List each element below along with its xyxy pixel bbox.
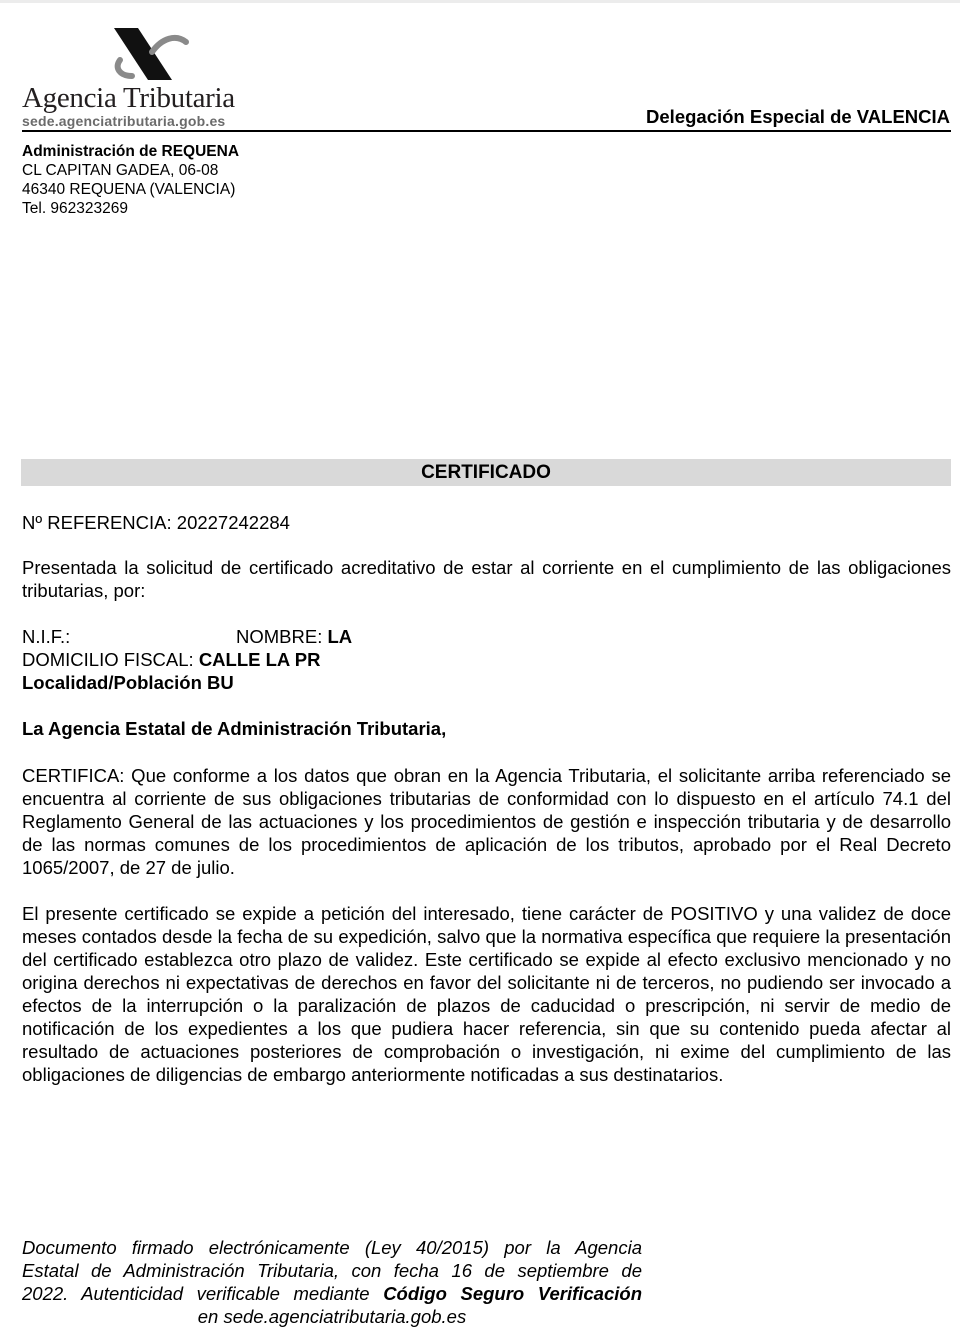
admin-street: CL CAPITAN GADEA, 06-08 — [22, 162, 219, 179]
reference-number: Nº REFERENCIA: 20227242284 — [22, 512, 290, 533]
nombre-value: LA — [327, 626, 353, 647]
header-rule — [22, 130, 951, 132]
certificate-title-bar — [21, 459, 951, 486]
domicilio-label: DOMICILIO FISCAL: — [22, 649, 194, 670]
footer-line-2: Estatal de Administración Tributaria, con fecha 16 de septiembre de — [22, 1260, 642, 1281]
domicilio-value: CALLE LA PR — [198, 649, 321, 670]
delegacion-heading: Delegación Especial de VALENCIA — [646, 106, 950, 127]
admin-name: Administración de REQUENA — [22, 143, 240, 160]
localidad-label: Localidad/Población — [22, 672, 202, 693]
codigo-seguro-verificacion: Código Seguro Verificación — [383, 1283, 642, 1304]
logo-text: Agencia Tributaria — [22, 82, 235, 114]
nif-row — [22, 625, 70, 648]
agencia-tributaria-logo — [22, 28, 272, 132]
agencia-heading: La Agencia Estatal de Administración Tributaria, — [22, 718, 447, 739]
logo-url: sede.agenciatributaria.gob.es — [22, 113, 226, 129]
admin-address-block — [22, 142, 239, 218]
logo-x-icon — [108, 28, 198, 84]
top-border — [0, 0, 960, 3]
footer-line-3 — [22, 1282, 642, 1305]
certificate-title: CERTIFICADO — [421, 462, 551, 483]
footer-line-4: en sede.agenciatributaria.gob.es — [197, 1306, 467, 1327]
nombre-label: NOMBRE: — [236, 626, 323, 647]
localidad-value: BU — [207, 672, 234, 693]
validez-paragraph: El presente certificado se expide a petición del interesado, tiene carácter de POSITIVO y una validez de doce meses contados desde la fecha de su expedición, salvo que la normativa específica que requiere la presentación del certificado establezca otro plazo de validez. Este certificado se expide al efecto exclusivo mencionado y no origina derechos ni expectativas de derechos en favor del solicitante ni de terceros, no pudiendo ser invocado a efectos de la interrupción o la paralización de plazos de caducidad o prescripción, ni servir de medio de notificación de los expedientes a los que pudiera hacer referencia, sin que su contenido pueda afectar al resultado de actuaciones posteriores de comprobación o investigación, ni exime del cumplimiento de las obligaciones de diligencias de embargo anteriormente notificadas a sus destinatarios. — [22, 903, 951, 1085]
certifica-paragraph: CERTIFICA: Que conforme a los datos que obran en la Agencia Tributaria, el solicitante arriba referenciado se encuentra al corriente de sus obligaciones tributarias de conformidad con lo dispuesto en el artículo 74.1 del Reglamento General de las actuaciones y los procedimientos de gestión e inspección tributaria y de desarrollo de las normas comunes de los procedimientos de aplicación de los tributos, aprobado por el Real Decreto 1065/2007, de 27 de julio. — [22, 765, 951, 878]
localidad-row — [22, 671, 234, 694]
admin-phone: Tel. 962323269 — [22, 200, 129, 217]
admin-city: 46340 REQUENA (VALENCIA) — [22, 181, 236, 198]
intro-paragraph: Presentada la solicitud de certificado acreditativo de estar al corriente en el cumplimiento de las obligaciones tributarias, por: — [22, 557, 951, 601]
nif-label: N.I.F.: — [22, 626, 71, 647]
footer-line-1: Documento firmado electrónicamente (Ley 40/2015) por la Agencia — [22, 1237, 642, 1258]
domicilio-row — [22, 648, 332, 671]
footer-line-3a: 2022. Autenticidad verificable mediante — [22, 1283, 370, 1304]
nombre-row — [236, 625, 353, 648]
signature-footer — [22, 1236, 642, 1328]
